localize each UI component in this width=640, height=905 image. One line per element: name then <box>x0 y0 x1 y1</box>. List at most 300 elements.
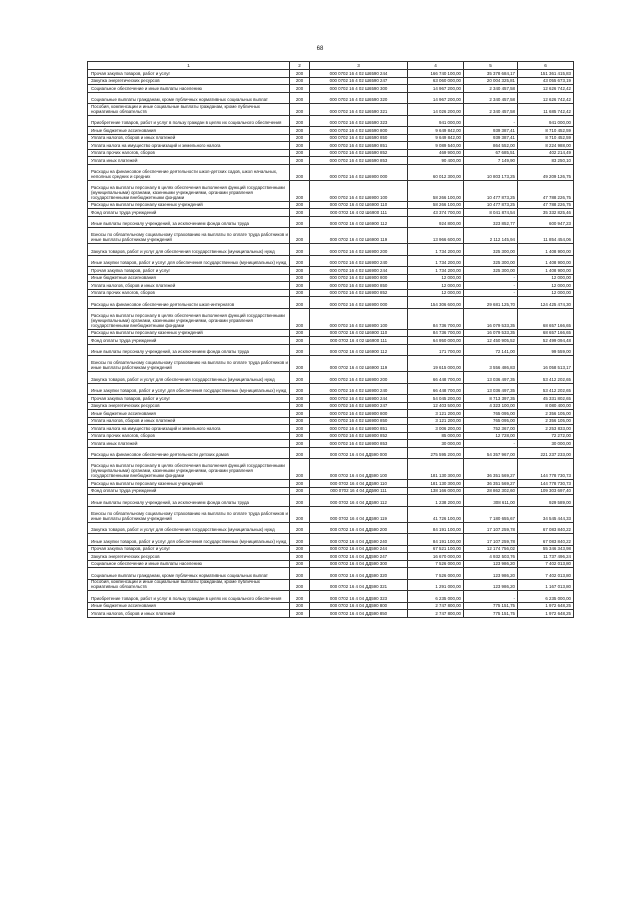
budget-code-cell: 000 0702 16 4 02 Ш6900 851 <box>310 425 408 433</box>
approved-amount-cell: 19 615 000,00 <box>408 356 464 372</box>
approved-amount-cell: 90 400,00 <box>408 157 464 165</box>
unexecuted-amount-cell: 1 972 648,25 <box>518 602 574 610</box>
budget-code-cell: 000 0702 16 4 04 ДД590 320 <box>310 568 408 580</box>
executed-amount-cell: 2 340 457,58 <box>464 85 518 93</box>
budget-code-cell: 000 0702 16 4 02 Ш6900 244 <box>310 395 408 403</box>
row-name-cell: Расходы на выплаты персоналу казенных учреждений <box>88 329 290 337</box>
table-row <box>88 560 574 568</box>
line-code-cell: 200 <box>290 344 310 356</box>
approved-amount-cell: 1 291 000,00 <box>408 579 464 591</box>
row-name-cell: Иные бюджетные ассигнования <box>88 602 290 610</box>
approved-amount-cell: 3 006 200,00 <box>408 425 464 433</box>
table-row <box>88 289 574 297</box>
table-row <box>88 255 574 267</box>
budget-code-cell: 000 0702 16 4 04 ДД590 200 <box>310 522 408 534</box>
row-name-cell: Расходы на выплаты персоналу казенных учреждений <box>88 201 290 209</box>
row-name-cell: Уплата прочих налогов, сборов <box>88 432 290 440</box>
table-row <box>88 395 574 403</box>
row-name-cell: Приобретение товаров, работ и услуг в пользу граждан в целях их социального обеспечения <box>88 591 290 603</box>
approved-amount-cell: 924 800,00 <box>408 216 464 228</box>
unexecuted-amount-cell: 53 412 202,65 <box>518 372 574 384</box>
executed-amount-cell: 8 713 397,35 <box>464 395 518 403</box>
unexecuted-amount-cell: 929 589,00 <box>518 495 574 507</box>
table-row <box>88 157 574 165</box>
executed-amount-cell: 16 079 533,35 <box>464 329 518 337</box>
row-name-cell: Приобретение товаров, работ и услуг в пользу граждан в целях их социального обеспечения <box>88 115 290 127</box>
executed-amount-cell: 325 300,00 <box>464 267 518 275</box>
table-row <box>88 267 574 275</box>
executed-amount-cell: 13 036 497,35 <box>464 372 518 384</box>
table-row <box>88 440 574 448</box>
executed-amount-cell: 325 300,00 <box>464 255 518 267</box>
unexecuted-amount-cell: 34 545 444,33 <box>518 506 574 522</box>
budget-code-cell: 000 0702 16 4 02 Ш6590 853 <box>310 157 408 165</box>
unexecuted-amount-cell: 1 408 900,00 <box>518 255 574 267</box>
budget-code-cell: 000 0702 16 4 04 ДД590 850 <box>310 610 408 618</box>
budget-code-cell: 000 0702 16 4 02 Ш6900 800 <box>310 274 408 282</box>
approved-amount-cell: 1 238 200,00 <box>408 495 464 507</box>
budget-code-cell: 000 0702 16 4 04 ДД590 300 <box>310 560 408 568</box>
budget-code-cell: 000 0702 16 4 02 Ш6590 320 <box>310 92 408 104</box>
unexecuted-amount-cell: 11 854 454,06 <box>518 228 574 244</box>
row-name-cell: Уплата налогов, сборов и иных платежей <box>88 417 290 425</box>
approved-amount-cell: 84 191 100,00 <box>408 522 464 534</box>
row-name-cell: Уплата налога на имущество организаций и земельного налога <box>88 425 290 433</box>
table-row <box>88 534 574 546</box>
approved-amount-cell: 84 736 700,00 <box>408 308 464 329</box>
line-code-cell: 200 <box>290 228 310 244</box>
approved-amount-cell: 58 266 100,00 <box>408 201 464 209</box>
executed-amount-cell: 765 095,00 <box>464 417 518 425</box>
unexecuted-amount-cell: 11 737 496,24 <box>518 553 574 561</box>
unexecuted-amount-cell: 2 253 833,00 <box>518 425 574 433</box>
unexecuted-amount-cell: 2 356 105,00 <box>518 410 574 418</box>
table-row <box>88 447 574 459</box>
budget-code-cell: 000 0702 16 4 02 Ш6900 200 <box>310 372 408 384</box>
line-code-cell: 200 <box>290 216 310 228</box>
approved-amount-cell: 171 700,00 <box>408 344 464 356</box>
column-number-header: 4 <box>408 62 464 70</box>
executed-amount-cell: 36 351 569,27 <box>464 459 518 480</box>
row-name-cell: Расходы на выплаты персоналу в целях обеспечения выполнения функций государственными (муниципальными) органами, казенными учреждениями, органами управления государственными внебюджетными фондами <box>88 180 290 201</box>
unexecuted-amount-cell: 43 055 673,19 <box>518 77 574 85</box>
line-code-cell: 200 <box>290 402 310 410</box>
line-code-cell: 200 <box>290 104 310 116</box>
row-name-cell: Иные закупки товаров, работ и услуг для обеспечения государственных (муниципальных) нужд <box>88 383 290 395</box>
row-name-cell: Фонд оплаты труда учреждений <box>88 487 290 495</box>
budget-code-cell: 000 0702 16 4 02 Ш6900 112 <box>310 216 408 228</box>
approved-amount-cell: 16 670 000,00 <box>408 553 464 561</box>
unexecuted-amount-cell: 12 000,00 <box>518 282 574 290</box>
unexecuted-amount-cell: 144 778 730,73 <box>518 459 574 480</box>
approved-amount-cell: 12 000,00 <box>408 282 464 290</box>
approved-amount-cell: 66 448 700,00 <box>408 372 464 384</box>
line-code-cell: 200 <box>290 495 310 507</box>
table-row <box>88 164 574 180</box>
line-code-cell: 200 <box>290 410 310 418</box>
row-name-cell: Расходы на выплаты персоналу в целях обеспечения выполнения функций государственными (муниципальными) органами, казенными учреждениями, органами управления государственными внебюджетными фондами <box>88 308 290 329</box>
row-name-cell: Взносы по обязательному социальному страхованию на выплаты по оплате труда работников и иные выплаты работникам учреждений <box>88 356 290 372</box>
unexecuted-amount-cell: 68 657 166,65 <box>518 329 574 337</box>
unexecuted-amount-cell: 30 000,00 <box>518 440 574 448</box>
table-row <box>88 297 574 309</box>
line-code-cell: 200 <box>290 142 310 150</box>
unexecuted-amount-cell: 99 559,00 <box>518 344 574 356</box>
budget-code-cell: 000 0702 16 4 02 Ш6590 300 <box>310 85 408 93</box>
executed-amount-cell: - <box>464 274 518 282</box>
executed-amount-cell: 2 340 457,58 <box>464 104 518 116</box>
table-row <box>88 85 574 93</box>
unexecuted-amount-cell: 67 083 840,22 <box>518 522 574 534</box>
unexecuted-amount-cell: 8 710 452,59 <box>518 134 574 142</box>
table-row <box>88 274 574 282</box>
unexecuted-amount-cell: 16 058 513,17 <box>518 356 574 372</box>
row-name-cell: Уплата прочих налогов, сборов <box>88 289 290 297</box>
unexecuted-amount-cell: 600 947,23 <box>518 216 574 228</box>
row-name-cell: Иные бюджетные ассигнования <box>88 127 290 135</box>
approved-amount-cell: 58 266 100,00 <box>408 180 464 201</box>
line-code-cell: 200 <box>290 77 310 85</box>
line-code-cell: 200 <box>290 329 310 337</box>
approved-amount-cell: 9 649 842,00 <box>408 134 464 142</box>
line-code-cell: 200 <box>290 149 310 157</box>
approved-amount-cell: 14 967 200,00 <box>408 85 464 93</box>
table-row <box>88 344 574 356</box>
approved-amount-cell: 14 026 200,00 <box>408 104 464 116</box>
budget-code-cell: 000 0702 16 4 02 Ш6900 111 <box>310 209 408 217</box>
executed-amount-cell: 10 477 873,25 <box>464 180 518 201</box>
table-row <box>88 487 574 495</box>
approved-amount-cell: 84 736 700,00 <box>408 329 464 337</box>
budget-code-cell: 000 0702 16 4 02 Ш6900 110 <box>310 329 408 337</box>
unexecuted-amount-cell: 12 000,00 <box>518 289 574 297</box>
row-name-cell: Взносы по обязательному социальному страхованию на выплаты по оплате труда работников и иные выплаты работникам учреждений <box>88 228 290 244</box>
row-name-cell: Фонд оплаты труда учреждений <box>88 209 290 217</box>
unexecuted-amount-cell: 941 000,00 <box>518 115 574 127</box>
table-row <box>88 308 574 329</box>
unexecuted-amount-cell: 6 235 000,00 <box>518 591 574 603</box>
executed-amount-cell: - <box>464 440 518 448</box>
row-name-cell: Закупка энергетических ресурсов <box>88 77 290 85</box>
executed-amount-cell: 35 378 684,17 <box>464 70 518 78</box>
line-code-cell: 200 <box>290 560 310 568</box>
row-name-cell: Уплата прочих налогов, сборов <box>88 149 290 157</box>
executed-amount-cell: 4 323 100,00 <box>464 402 518 410</box>
executed-amount-cell: 7 180 655,67 <box>464 506 518 522</box>
budget-code-cell: 000 0702 16 4 02 Ш6900 240 <box>310 383 408 395</box>
executed-amount-cell: 28 862 302,60 <box>464 487 518 495</box>
row-name-cell: Расходы на финансовое обеспечение деятельности школ-детских садов, школ начальных, неполных средних и средних <box>88 164 290 180</box>
row-name-cell: Иные бюджетные ассигнования <box>88 410 290 418</box>
row-name-cell: Уплата налогов, сборов и иных платежей <box>88 610 290 618</box>
budget-code-cell: 000 0702 16 4 02 Ш6900 112 <box>310 344 408 356</box>
table-row <box>88 134 574 142</box>
line-code-cell: 200 <box>290 201 310 209</box>
table-row <box>88 417 574 425</box>
line-code-cell: 200 <box>290 534 310 546</box>
row-name-cell: Фонд оплаты труда учреждений <box>88 337 290 345</box>
budget-code-cell: 000 0702 16 4 04 ДД590 119 <box>310 506 408 522</box>
approved-amount-cell: 54 045 200,00 <box>408 395 464 403</box>
approved-amount-cell: 1 734 200,00 <box>408 255 464 267</box>
unexecuted-amount-cell: 12 000,00 <box>518 274 574 282</box>
row-name-cell: Социальные выплаты гражданам, кроме публичных нормативных социальных выплат <box>88 568 290 580</box>
approved-amount-cell: 275 595 200,00 <box>408 447 464 459</box>
unexecuted-amount-cell: 7 402 013,80 <box>518 568 574 580</box>
table-row <box>88 356 574 372</box>
budget-code-cell: 000 0702 16 4 02 Ш6900 119 <box>310 228 408 244</box>
approved-amount-cell: 1 734 200,00 <box>408 244 464 256</box>
table-row <box>88 383 574 395</box>
line-code-cell: 200 <box>290 282 310 290</box>
executed-amount-cell: 16 079 533,35 <box>464 308 518 329</box>
approved-amount-cell: 63 060 000,00 <box>408 77 464 85</box>
column-number-header: 5 <box>464 62 518 70</box>
approved-amount-cell: 7 526 000,00 <box>408 568 464 580</box>
unexecuted-amount-cell: 1 408 900,00 <box>518 244 574 256</box>
unexecuted-amount-cell: 124 425 474,30 <box>518 297 574 309</box>
table-row <box>88 495 574 507</box>
unexecuted-amount-cell: 1 972 648,25 <box>518 610 574 618</box>
executed-amount-cell: 765 095,00 <box>464 410 518 418</box>
line-code-cell: 200 <box>290 92 310 104</box>
table-row <box>88 568 574 580</box>
budget-code-cell: 000 0702 16 4 02 Ш6590 800 <box>310 127 408 135</box>
budget-code-cell: 000 0702 16 4 04 ДД590 800 <box>310 602 408 610</box>
table-row <box>88 115 574 127</box>
row-name-cell: Прочая закупка товаров, работ и услуг <box>88 70 290 78</box>
unexecuted-amount-cell: 8 224 988,00 <box>518 142 574 150</box>
approved-amount-cell: 12 403 500,00 <box>408 402 464 410</box>
executed-amount-cell: 325 300,00 <box>464 244 518 256</box>
row-name-cell: Иные закупки товаров, работ и услуг для обеспечения государственных (муниципальных) нужд <box>88 534 290 546</box>
executed-amount-cell: - <box>464 115 518 127</box>
approved-amount-cell: 2 747 800,00 <box>408 602 464 610</box>
table-row <box>88 70 574 78</box>
unexecuted-amount-cell: 72 272,00 <box>518 432 574 440</box>
line-code-cell: 200 <box>290 297 310 309</box>
row-name-cell: Иные выплаты персоналу учреждений, за исключением фонда оплаты труда <box>88 344 290 356</box>
page-number: 68 <box>316 46 324 52</box>
executed-amount-cell: 17 107 259,78 <box>464 522 518 534</box>
budget-code-cell: 000 0702 16 4 02 Ш6900 850 <box>310 282 408 290</box>
row-name-cell: Уплата налога на имущество организаций и земельного налога <box>88 142 290 150</box>
line-code-cell: 200 <box>290 395 310 403</box>
unexecuted-amount-cell: 68 657 166,65 <box>518 308 574 329</box>
executed-amount-cell: 864 552,00 <box>464 142 518 150</box>
budget-code-cell: 000 0702 16 4 04 ДД590 110 <box>310 480 408 488</box>
budget-code-cell: 000 0702 16 4 02 Ш6900 100 <box>310 308 408 329</box>
budget-code-cell: 000 0702 16 4 04 ДД590 112 <box>310 495 408 507</box>
line-code-cell: 200 <box>290 522 310 534</box>
table-row <box>88 244 574 256</box>
line-code-cell: 200 <box>290 209 310 217</box>
table-row <box>88 410 574 418</box>
budget-code-cell: 000 0702 16 4 02 Ш6900 247 <box>310 402 408 410</box>
unexecuted-amount-cell: 12 626 742,42 <box>518 92 574 104</box>
row-name-cell: Закупка энергетических ресурсов <box>88 402 290 410</box>
approved-amount-cell: 3 121 200,00 <box>408 417 464 425</box>
row-name-cell: Уплата иных платежей <box>88 440 290 448</box>
unexecuted-amount-cell: 8 710 452,59 <box>518 127 574 135</box>
unexecuted-amount-cell: 67 083 840,22 <box>518 534 574 546</box>
approved-amount-cell: 6 235 000,00 <box>408 591 464 603</box>
line-code-cell: 200 <box>290 425 310 433</box>
executed-amount-cell: 123 986,20 <box>464 568 518 580</box>
line-code-cell: 200 <box>290 115 310 127</box>
line-code-cell: 200 <box>290 337 310 345</box>
approved-amount-cell: 43 374 700,00 <box>408 209 464 217</box>
budget-code-cell: 000 0702 16 4 02 Ш6590 321 <box>310 104 408 116</box>
row-name-cell: Уплата налогов, сборов и иных платежей <box>88 134 290 142</box>
table-row <box>88 579 574 591</box>
budget-code-cell: 000 0702 16 4 02 Ш6590 850 <box>310 134 408 142</box>
line-code-cell: 200 <box>290 545 310 553</box>
row-name-cell: Пособия, компенсации и иные социальные выплаты гражданам, кроме публичных нормативных обязательств <box>88 104 290 116</box>
budget-code-cell: 000 0702 16 4 02 Ш6590 323 <box>310 115 408 127</box>
budget-code-cell: 000 0702 16 4 04 ДД590 100 <box>310 459 408 480</box>
column-number-header: 3 <box>310 62 408 70</box>
approved-amount-cell: 181 130 300,00 <box>408 459 464 480</box>
row-name-cell: Прочая закупка товаров, работ и услуг <box>88 395 290 403</box>
unexecuted-amount-cell: 55 346 343,98 <box>518 545 574 553</box>
row-name-cell: Пособия, компенсации и иные социальные выплаты гражданам, кроме публичных нормативных обязательств <box>88 579 290 591</box>
executed-amount-cell: 67 685,51 <box>464 149 518 157</box>
row-name-cell: Иные бюджетные ассигнования <box>88 274 290 282</box>
budget-code-cell: 000 0702 16 4 02 Ш6900 000 <box>310 164 408 180</box>
line-code-cell: 200 <box>290 127 310 135</box>
table-row <box>88 104 574 116</box>
unexecuted-amount-cell: 2 356 105,00 <box>518 417 574 425</box>
line-code-cell: 200 <box>290 506 310 522</box>
table-row <box>88 337 574 345</box>
unexecuted-amount-cell: 402 214,49 <box>518 149 574 157</box>
line-code-cell: 200 <box>290 308 310 329</box>
table-row <box>88 432 574 440</box>
line-code-cell: 200 <box>290 610 310 618</box>
table-row <box>88 425 574 433</box>
line-code-cell: 200 <box>290 553 310 561</box>
executed-amount-cell: 775 151,75 <box>464 602 518 610</box>
table-row <box>88 602 574 610</box>
column-number-header: 6 <box>518 62 574 70</box>
line-code-cell: 200 <box>290 164 310 180</box>
budget-code-cell: 000 0702 16 4 02 Ш6900 852 <box>310 432 408 440</box>
executed-amount-cell: 72 141,00 <box>464 344 518 356</box>
budget-code-cell: 000 0702 16 4 02 Ш6590 247 <box>310 77 408 85</box>
approved-amount-cell: 166 740 100,00 <box>408 70 464 78</box>
budget-code-cell: 000 0702 16 4 02 Ш6900 240 <box>310 255 408 267</box>
table-row <box>88 142 574 150</box>
line-code-cell: 200 <box>290 383 310 395</box>
unexecuted-amount-cell: 8 080 400,00 <box>518 402 574 410</box>
executed-amount-cell: - <box>464 282 518 290</box>
executed-amount-cell: 12 728,00 <box>464 432 518 440</box>
row-name-cell: Социальное обеспечение и иные выплаты населению <box>88 85 290 93</box>
approved-amount-cell: 9 089 540,00 <box>408 142 464 150</box>
table-row <box>88 402 574 410</box>
line-code-cell: 200 <box>290 85 310 93</box>
table-row <box>88 127 574 135</box>
line-code-cell: 200 <box>290 70 310 78</box>
unexecuted-amount-cell: 144 778 730,73 <box>518 480 574 488</box>
budget-code-cell: 000 0702 16 4 02 Ш6900 000 <box>310 297 408 309</box>
line-code-cell: 200 <box>290 459 310 480</box>
row-name-cell: Закупка товаров, работ и услуг для обеспечения государственных (муниципальных) нужд <box>88 522 290 534</box>
budget-code-cell: 000 0702 16 4 04 ДД590 323 <box>310 591 408 603</box>
executed-amount-cell: 20 004 325,81 <box>464 77 518 85</box>
approved-amount-cell: 154 306 600,00 <box>408 297 464 309</box>
line-code-cell: 200 <box>290 274 310 282</box>
row-name-cell: Иные выплаты персоналу учреждений, за исключением фонда оплаты труда <box>88 495 290 507</box>
executed-amount-cell: 29 681 125,70 <box>464 297 518 309</box>
unexecuted-amount-cell: 35 332 825,46 <box>518 209 574 217</box>
budget-execution-table <box>87 61 574 618</box>
budget-code-cell: 000 0702 16 4 02 Ш6900 100 <box>310 180 408 201</box>
line-code-cell: 200 <box>290 255 310 267</box>
executed-amount-cell: 939 387,41 <box>464 127 518 135</box>
executed-amount-cell: 123 986,20 <box>464 560 518 568</box>
approved-amount-cell: 84 191 100,00 <box>408 534 464 546</box>
approved-amount-cell: 469 900,00 <box>408 149 464 157</box>
executed-amount-cell: 8 041 874,54 <box>464 209 518 217</box>
table-row <box>88 149 574 157</box>
unexecuted-amount-cell: 109 303 697,40 <box>518 487 574 495</box>
unexecuted-amount-cell: 47 788 226,75 <box>518 201 574 209</box>
unexecuted-amount-cell: 1 167 013,80 <box>518 579 574 591</box>
approved-amount-cell: 64 950 000,00 <box>408 337 464 345</box>
approved-amount-cell: 9 649 842,00 <box>408 127 464 135</box>
approved-amount-cell: 66 448 700,00 <box>408 383 464 395</box>
row-name-cell: Расходы на финансовое обеспечение деятельности детских домов <box>88 447 290 459</box>
budget-code-cell: 000 0702 16 4 02 Ш6900 850 <box>310 417 408 425</box>
row-name-cell: Социальное обеспечение и иные выплаты населению <box>88 560 290 568</box>
executed-amount-cell: 12 174 756,02 <box>464 545 518 553</box>
executed-amount-cell: 13 036 497,35 <box>464 383 518 395</box>
line-code-cell: 200 <box>290 134 310 142</box>
table-row <box>88 506 574 522</box>
executed-amount-cell: - <box>464 591 518 603</box>
line-code-cell: 200 <box>290 372 310 384</box>
executed-amount-cell: 4 932 503,76 <box>464 553 518 561</box>
table-row <box>88 522 574 534</box>
executed-amount-cell: 7 149,90 <box>464 157 518 165</box>
executed-amount-cell: 54 357 967,00 <box>464 447 518 459</box>
approved-amount-cell: 14 967 200,00 <box>408 92 464 104</box>
column-number-header: 1 <box>88 62 290 70</box>
row-name-cell: Прочая закупка товаров, работ и услуг <box>88 267 290 275</box>
row-name-cell: Расходы на финансовое обеспечение деятельности школ-интернатов <box>88 297 290 309</box>
approved-amount-cell: 67 521 100,00 <box>408 545 464 553</box>
line-code-cell: 200 <box>290 432 310 440</box>
budget-code-cell: 000 0702 16 4 02 Ш6900 111 <box>310 337 408 345</box>
row-name-cell: Расходы на выплаты персоналу казенных учреждений <box>88 480 290 488</box>
approved-amount-cell: 1 734 200,00 <box>408 267 464 275</box>
table-row <box>88 228 574 244</box>
table-row <box>88 209 574 217</box>
column-number-header: 2 <box>290 62 310 70</box>
table-row <box>88 553 574 561</box>
budget-code-cell: 000 0702 16 4 04 ДД590 247 <box>310 553 408 561</box>
executed-amount-cell: 10 477 873,25 <box>464 201 518 209</box>
table-row <box>88 591 574 603</box>
line-code-cell: 200 <box>290 487 310 495</box>
unexecuted-amount-cell: 83 250,10 <box>518 157 574 165</box>
approved-amount-cell: 60 012 300,00 <box>408 164 464 180</box>
row-name-cell: Иные выплаты персоналу учреждений, за исключением фонда оплаты труда <box>88 216 290 228</box>
line-code-cell: 200 <box>290 157 310 165</box>
table-row <box>88 282 574 290</box>
